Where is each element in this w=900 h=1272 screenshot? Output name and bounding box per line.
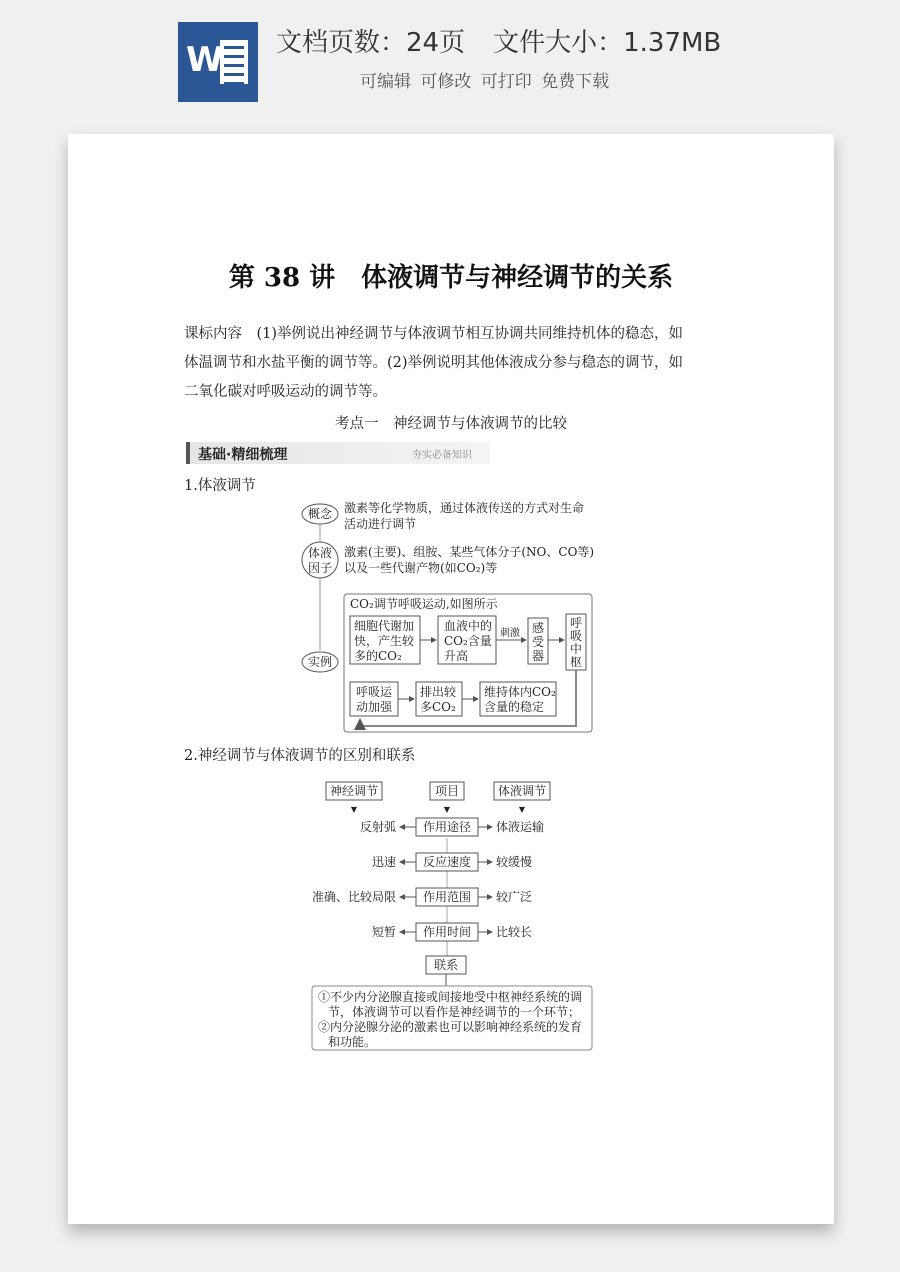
svg-text:②内分泌腺分泌的激素也可以影响神经系统的发育: ②内分泌腺分泌的激素也可以影响神经系统的发育 (318, 1020, 583, 1034)
intro-line: 课标内容 (1)举例说出神经调节与体液调节相互协调共同维持机体的稳态，如 (184, 326, 684, 342)
factor-text: 以及一些代谢产物(如CO₂)等 (344, 561, 498, 575)
word-file-icon: W (178, 22, 258, 102)
concept-label: 概念 (307, 507, 333, 521)
svg-text:感: 感 (531, 621, 545, 635)
svg-text:血液中的: 血液中的 (444, 619, 493, 633)
intro-line: 体温调节和水盐平衡的调节等。(2)举例说明其他体液成分参与稳态的调节，如 (184, 355, 684, 371)
subheading: 2.神经调节与体液调节的区别和联系 (184, 748, 416, 764)
section-title: 考点一 神经调节与体液调节的比较 (335, 416, 567, 432)
svg-text:升高: 升高 (444, 649, 469, 663)
svg-text:体液调节: 体液调节 (497, 784, 547, 798)
svg-text:枢: 枢 (569, 655, 583, 669)
svg-text:节，体液调节可以看作是神经调节的一个环节；: 节，体液调节可以看作是神经调节的一个环节； (328, 1005, 581, 1019)
page-count: 文档页数：24页 (276, 28, 466, 58)
document-page (68, 134, 834, 1224)
svg-text:准确、比较局限: 准确、比较局限 (311, 890, 396, 904)
document-info (276, 22, 721, 59)
document-features: 可编辑 可修改 可打印 免费下载 (360, 72, 610, 92)
svg-text:作用时间: 作用时间 (422, 925, 472, 939)
factor-text: 激素(主要)、组胺、某些气体分子(NO、CO等) (344, 545, 595, 559)
svg-text:多CO₂: 多CO₂ (420, 700, 456, 714)
svg-text:▼: ▼ (518, 805, 526, 814)
subheading: 1.体液调节 (184, 478, 256, 494)
svg-text:多的CO₂: 多的CO₂ (354, 649, 402, 663)
stimulus-label: 刺激 (500, 628, 520, 639)
comparison-diagram (308, 778, 598, 1056)
factor-label: 体液 (307, 546, 333, 560)
svg-text:器: 器 (531, 649, 545, 663)
svg-text:较广泛: 较广泛 (496, 890, 533, 904)
svg-text:①不少内分泌腺直接或间接地受中枢神经系统的调: ①不少内分泌腺直接或间接地受中枢神经系统的调 (318, 990, 583, 1004)
svg-text:作用途径: 作用途径 (422, 820, 472, 834)
svg-text:神经调节: 神经调节 (329, 784, 379, 798)
file-size: 文件大小：1.37MB (493, 28, 722, 58)
example-label: 实例 (307, 655, 333, 669)
svg-text:比较长: 比较长 (496, 925, 533, 939)
svg-text:呼吸运: 呼吸运 (356, 685, 393, 699)
svg-text:▼: ▼ (350, 805, 358, 814)
svg-text:快，产生较: 快，产生较 (354, 634, 415, 648)
svg-text:项目: 项目 (434, 784, 460, 798)
svg-text:联系: 联系 (433, 958, 459, 972)
svg-text:体液运输: 体液运输 (496, 820, 545, 834)
concept-text: 激素等化学物质，通过体液传送的方式对生命 (344, 501, 585, 515)
svg-text:反应速度: 反应速度 (422, 855, 472, 869)
humoral-regulation-diagram (298, 500, 598, 734)
factor-label: 因子 (307, 561, 333, 575)
intro-line: 二氧化碳对呼吸运动的调节等。 (184, 384, 387, 400)
section-bar (186, 442, 490, 464)
bar-note: 夯实必备知识 (412, 450, 472, 461)
download-header (0, 0, 900, 120)
svg-text:▼: ▼ (443, 805, 451, 814)
svg-text:受: 受 (531, 635, 545, 649)
svg-text:反射弧: 反射弧 (359, 820, 396, 834)
bar-label: 基础·精细梳理 (198, 447, 288, 463)
concept-text: 活动进行调节 (344, 517, 417, 531)
box-title: CO₂调节呼吸运动,如图所示 (350, 597, 498, 611)
svg-text:动加强: 动加强 (356, 700, 393, 714)
svg-text:含量的稳定: 含量的稳定 (484, 700, 545, 714)
svg-text:和功能。: 和功能。 (328, 1035, 377, 1049)
page-title: 第 38 讲 体液调节与神经调节的关系 (228, 263, 674, 293)
svg-text:CO₂含量: CO₂含量 (444, 634, 492, 648)
svg-text:迅速: 迅速 (371, 855, 396, 869)
svg-text:较缓慢: 较缓慢 (496, 855, 533, 869)
svg-text:呼: 呼 (569, 616, 583, 630)
svg-text:吸: 吸 (569, 629, 583, 643)
svg-text:中: 中 (569, 642, 583, 656)
svg-text:细胞代谢加: 细胞代谢加 (354, 619, 415, 633)
svg-text:维持体内CO₂: 维持体内CO₂ (484, 685, 556, 699)
svg-text:排出较: 排出较 (420, 685, 457, 699)
svg-text:作用范围: 作用范围 (422, 890, 472, 904)
svg-text:短暂: 短暂 (371, 925, 396, 939)
